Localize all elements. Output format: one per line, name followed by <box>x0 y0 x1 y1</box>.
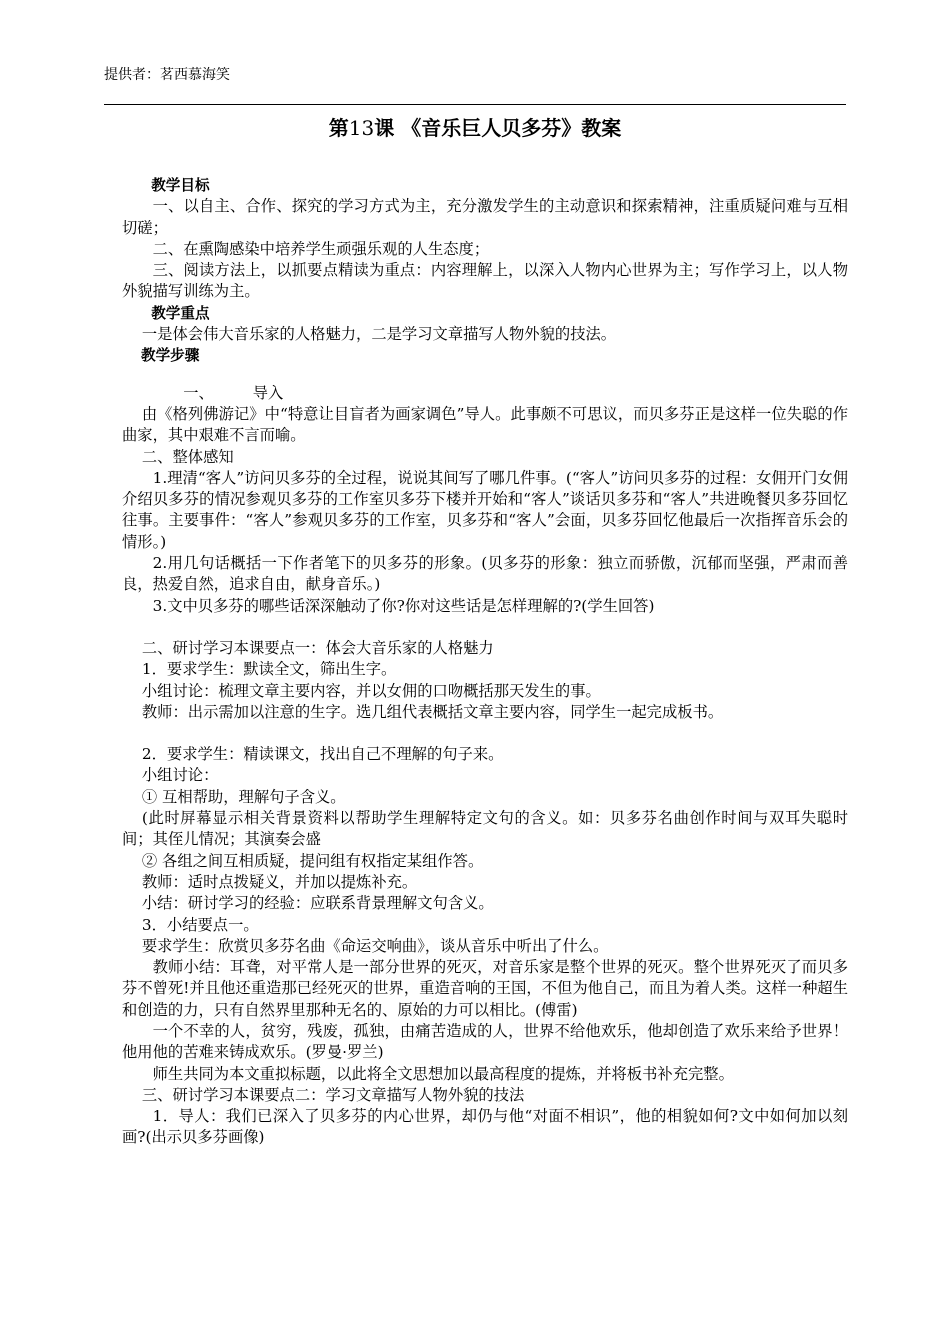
study1-paragraph: 小组讨论： <box>141 766 219 785</box>
overall-item: 3.文中贝多芬的哪些话深深触动了你?你对这些话是怎样理解的?(学生回答) <box>152 596 655 615</box>
study2-paragraph: 1．导人：我们已深入了贝多芬的内心世界，却仍与他“对面不相识”，他的相貌如何?文中如何加以刻画?(出示贝多芬画像) <box>122 1107 848 1147</box>
study1-paragraph: 一个不幸的人，贫穷，残废，孤独，由痛苦造成的人，世界不给他欢乐，他却创造了欢乐来给予世界！他用他的苦难来铸成欢乐。(罗曼·罗兰) <box>122 1021 848 1062</box>
study1-paragraph: 3．小结要点一。 <box>141 915 259 934</box>
study1-paragraph: 2．要求学生：精读课文，找出自己不理解的句子来。 <box>141 745 504 764</box>
objective-item: 三、阅读方法上，以抓要点精读为重点：内容理解上，以深入人物内心世界为主；写作学习上，以人物外貌描写训练为主。 <box>122 261 848 301</box>
study1-paragraph: 教师：出示需加以注意的生字。选几组代表概括文章主要内容，同学生一起完成板书。 <box>141 702 724 721</box>
title-suffix: 课 《音乐巨人贝多芬》教案 <box>374 116 622 140</box>
objective-item: 一、以自主、合作、探究的学习方式为主，充分激发学生的主动意识和探索精神，注重质疑问难与互相切磋； <box>122 197 848 237</box>
overall-item: 1.理清“客人”访问贝多芬的全过程，说说其间写了哪几件事。(“客人”访问贝多芬的过程：女佣开门女佣介绍贝多芬的情况参观贝多芬的工作室贝多芬下楼并开始和“客人”谈话贝多芬和“客人”共进晚餐贝多芬回忆往事。主要事件：“客人”参观贝多芬的工作室，贝多芬和“客人”会面，贝多芬回忆他最后一次指挥音乐会的情形。) <box>122 468 848 551</box>
key-points-text: 一是体会伟大音乐家的人格魅力，二是学习文章描写人物外貌的技法。 <box>141 325 617 344</box>
study1-paragraph: 教师小结：耳聋，对平常人是一部分世界的死灭，对音乐家是整个世界的死灭。整个世界死灭了而贝多芬不曾死!并且他还重造那已经死灭的世界，重造音响的王国，不但为他自己，而且为着人类。这样一种超生和创造的力，只有自然界里那种无名的、原始的力可以相比。(傅雷) <box>122 958 848 1019</box>
key-points-heading: 教学重点 <box>151 304 210 322</box>
study1-paragraph: ② 各组之间互相质疑，提问组有权指定某组作答。 <box>141 851 484 870</box>
lesson-plan-body <box>122 175 848 1149</box>
title-lesson-number: 13 <box>348 116 375 140</box>
overall-section-title: 二、整体感知 <box>141 447 234 466</box>
title-prefix: 第 <box>328 116 349 140</box>
study1-paragraph: ① 互相帮助，理解句子含义。 <box>141 787 346 806</box>
study1-paragraph: 小组讨论：梳理文章主要内容，并以女佣的口吻概括那天发生的事。 <box>141 681 601 700</box>
intro-section-label: 导入 <box>252 383 284 402</box>
overall-item: 2.用几句话概括一下作者笔下的贝多芬的形象。(贝多芬的形象：独立而骄傲，沉郁而坚强，严肃而善良，热爱自然，追求自由，献身音乐。) <box>122 554 848 594</box>
intro-text: 由《格列佛游记》中“特意让目盲者为画家调色”导人。此事颇不可思议，而贝多芬正是这样一位失聪的作曲家，其中艰难不言而喻。 <box>122 404 848 445</box>
objectives-heading: 教学目标 <box>151 177 210 194</box>
page-title <box>104 114 846 142</box>
study2-section-title: 三、研讨学习本课要点二：学习文章描写人物外貌的技法 <box>141 1085 525 1104</box>
study1-section-title: 二、研讨学习本课要点一：体会大音乐家的人格魅力 <box>141 638 494 657</box>
study1-paragraph: 1．要求学生：默读全文，筛出生字。 <box>141 660 397 679</box>
study1-paragraph: 小结：研讨学习的经验：应联系背景理解文句含义。 <box>141 894 494 913</box>
header-divider <box>104 104 846 105</box>
study1-paragraph: 师生共同为本文重拟标题，以此将全文思想加以最高程度的提炼，并将板书补充完整。 <box>152 1064 734 1083</box>
intro-section-number: 一、 <box>183 383 214 402</box>
steps-heading: 教学步骤 <box>140 347 200 365</box>
study1-paragraph: 要求学生：欣赏贝多芬名曲《命运交响曲》，谈从音乐中听出了什么。 <box>141 936 609 955</box>
study1-paragraph: (此时屏幕显示相关背景资料以帮助学生理解特定文句的含义。如：贝多芬名曲创作时间与双耳失聪时间；其侄儿情况；其演奏会盛 <box>122 809 848 849</box>
objective-item: 二、在熏陶感染中培养学生顽强乐观的人生态度； <box>152 239 490 258</box>
study1-paragraph: 教师：适时点拨疑义，并加以提炼补充。 <box>141 872 418 891</box>
provider-line: 提供者：茗西慕海笑 <box>104 67 230 83</box>
intro-section-title <box>122 383 848 404</box>
